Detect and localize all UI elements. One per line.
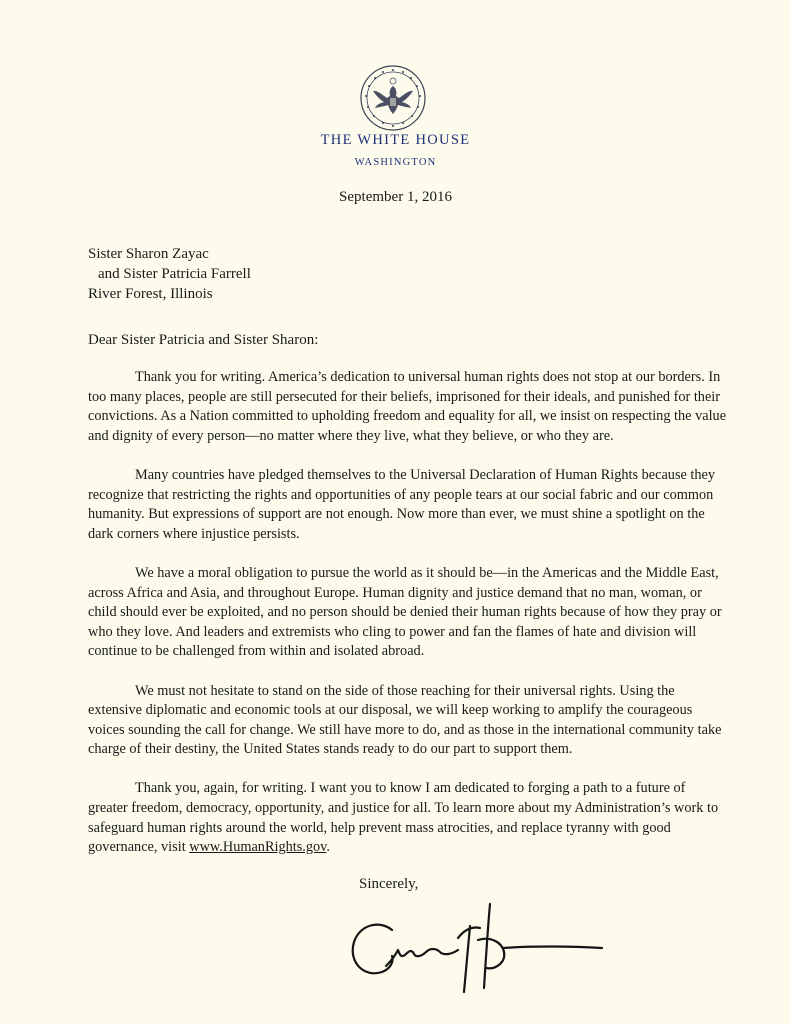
recipient-address — [88, 244, 251, 304]
body-paragraph-4: We must not hesitate to stand on the side of those reaching for their universal rights. Using the extensive diplomatic and economic tools at our disposal, we will keep working to amplify the courageous voices sounding the call for change. We still have more to do, and as those in the international community take charge of their destiny, the United States stands ready to do our part to support them. — [88, 682, 722, 758]
letter-date: September 1, 2016 — [339, 189, 452, 205]
body-paragraph-3: We have a moral obligation to pursue the world as it should be—in the Americas and the Middle East, across Africa and Asia, and throughout Europe. Human dignity and justice demand that no man, woman, or child should ever be exploited, and no person should be denied their human rights because of how they pray or who they love. And leaders and extremists who cling to power and fan the flames of hate and division will continue to be challenged from within and isolated abroad. — [88, 564, 722, 660]
presidential-seal-icon — [359, 64, 427, 132]
letter-body — [88, 368, 728, 877]
salutation: Dear Sister Patricia and Sister Sharon: — [88, 332, 319, 348]
body-paragraph-5-end: . — [326, 839, 330, 856]
recipient-line-3: River Forest, Illinois — [88, 286, 213, 302]
letterhead-organization: THE WHITE HOUSE — [320, 132, 471, 148]
closing: Sincerely, — [359, 876, 419, 892]
signature-icon — [340, 896, 620, 996]
body-paragraph-5 — [88, 779, 728, 857]
letterhead-city: WASHINGTON — [354, 157, 437, 168]
recipient-line-1: Sister Sharon Zayac — [88, 246, 209, 262]
human-rights-link[interactable]: www.HumanRights.gov — [189, 839, 327, 856]
body-paragraph-2: Many countries have pledged themselves to the Universal Declaration of Human Rights because they recognize that restricting the rights and opportunities of any people tears at our social fabric and our common humanity. But expressions of support are not enough. Now more than ever, we must shine a spotlight on the dark corners where injustice persists. — [88, 466, 716, 542]
recipient-line-2: and Sister Patricia Farrell — [98, 266, 251, 282]
body-paragraph-1: Thank you for writing. America’s dedication to universal human rights does not stop at our borders. In too many places, people are still persecuted for their beliefs, imprisoned for their ideals, and punished for their convictions. As a Nation committed to upholding freedom and equality for all, we insist on respecting the value and dignity of every person—no matter where they live, what they believe, or who they are. — [88, 369, 727, 444]
body-paragraph-5-text: Thank you, again, for writing. I want you to know I am dedicated to forging a path to a future of greater freedom, democracy, opportunity, and justice for all. To learn more about my Administration’s work to safeguard human rights around the world, help prevent mass atrocities, and replace tyranny with good governance, visit — [88, 780, 719, 856]
